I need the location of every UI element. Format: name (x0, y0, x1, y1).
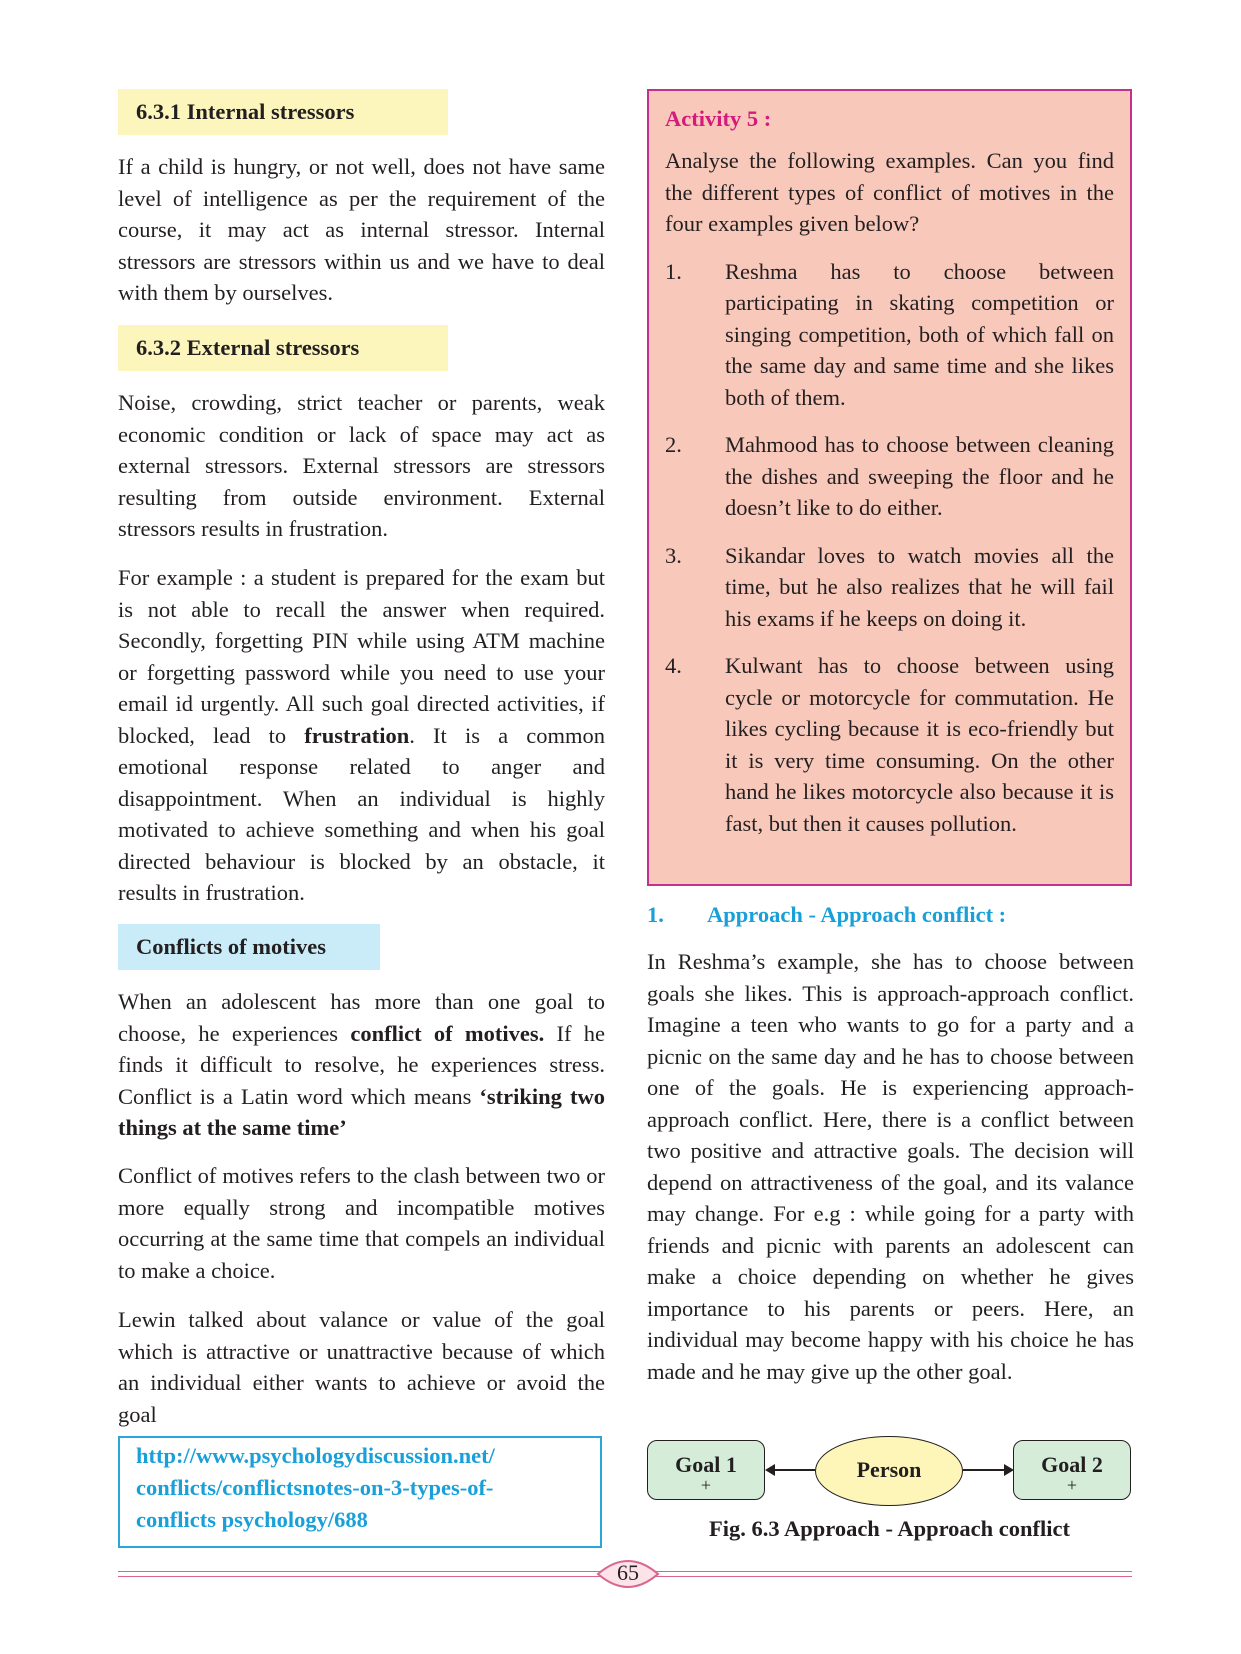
internal-stressors-paragraph: If a child is hungry, or not well, does not have same level of intelligence as per the requirement of the course, it may act as internal stressor. Internal stressors are stressors within us and we have to deal with them by ourselves. (118, 154, 605, 305)
approach-approach-diagram (647, 1440, 1132, 1502)
subsection-heading-approach-approach: 1. Approach - Approach conflict : (647, 902, 1007, 927)
conflict-clash-paragraph: Conflict of motives refers to the clash between two or more equally strong and incompatible motives occurring at the same time that compels an individual to make a choice. (118, 1163, 605, 1283)
goal-2-box: Goal 2 + (1013, 1440, 1131, 1500)
activity-intro: Analyse the following examples. Can you find the different types of conflict of motives in the four examples given below? (665, 148, 1114, 236)
external-stressors-paragraph: Noise, crowding, strict teacher or parents, weak economic condition or lack of space may act as external stressors. External stressors are stressors resulting from outside environment. External stressors results in frustration. (118, 390, 605, 541)
plus-icon: + (1066, 1475, 1078, 1495)
conflict-definition-paragraph: When an adolescent has more than one goal to choose, he experiences conflict of motives. If he finds it difficult to resolve, he experiences stress. Conflict is a Latin word which means ‘striking two things at the same time’ (118, 989, 605, 1140)
approach-approach-paragraph: In Reshma’s example, she has to choose between goals she likes. This is approach-approach conflict. Imagine a teen who wants to go for a party and a picnic on the same day and he has to choose between one of the goals. He is experiencing approach- approach conflict. Here, there is a conflict between two positive and attractive goals. The decision will depend on attractiveness of the goal, and its valance may change. For e.g : while going for a party with friends and picnic with parents an adolescent can make a choice depending on whether he gives importance to his parents or peers. Here, an individual may become happy with his choice he has made and he may give up the other goal. (647, 949, 1134, 1384)
frustration-paragraph: For example : a student is prepared for the exam but is not able to recall the answer when required. Secondly, forgetting PIN while using ATM machine or forgetting password while you need to use your email id urgently. All such goal directed activities, if blocked, lead to frustration. It is a common emotional response related to anger and disappointment. When an individual is highly motivated to achieve something and when his goal directed behaviour is blocked by an obstacle, it results in frustration. (118, 565, 605, 905)
plus-icon: + (700, 1475, 712, 1495)
person-ellipse: Person (815, 1436, 963, 1506)
section-heading-external-stressors: 6.3.2 External stressors (118, 325, 448, 371)
activity-title: Activity 5 : (665, 106, 772, 131)
activity-item: 2. Mahmood has to choose between cleaning the dishes and sweeping the floor and he doesn’t like to do either. (665, 432, 1114, 520)
figure-caption: Fig. 6.3 Approach - Approach conflict (708, 1516, 1071, 1541)
activity-item: 1. Reshma has to choose between participating in skating competition or singing competition, both of which fall on the same day and same time and she likes both of them. (665, 258, 1114, 410)
arrowhead-left-icon (765, 1464, 775, 1476)
reference-link-line-3[interactable]: conflicts psychology/688 (136, 1507, 368, 1532)
goal-1-box: Goal 1 + (647, 1440, 765, 1500)
frustration-term: frustration (304, 722, 410, 748)
activity-item: 4. Kulwant has to choose between using cycle or motorcycle for commutation. He likes cycling because it is eco-friendly but it is very time consuming. On the other hand he likes motorcycle also because it is fast, but then it causes pollution. (665, 653, 1114, 836)
reference-link-box[interactable] (118, 1436, 602, 1548)
reference-link-line-2[interactable]: conflicts/conflictsnotes-on-3-types-of- (136, 1475, 494, 1500)
section-heading-internal-stressors: 6.3.1 Internal stressors (118, 89, 448, 135)
page-number: 65 (617, 1560, 639, 1585)
section-heading-conflicts-of-motives: Conflicts of motives (118, 924, 380, 970)
arrow-right-icon (963, 1469, 1005, 1471)
arrow-left-icon (773, 1469, 815, 1471)
reference-link-line-1[interactable]: http://www.psychologydiscussion.net/ (136, 1443, 495, 1468)
activity-box (647, 89, 1132, 886)
activity-item: 3. Sikandar loves to watch movies all the time, but he also realizes that he will fail his exams if he keeps on doing it. (665, 542, 1114, 631)
lewin-paragraph: Lewin talked about valance or value of the goal which is attractive or unattractive because of which an individual either wants to achieve or avoid the goal (118, 1307, 605, 1427)
